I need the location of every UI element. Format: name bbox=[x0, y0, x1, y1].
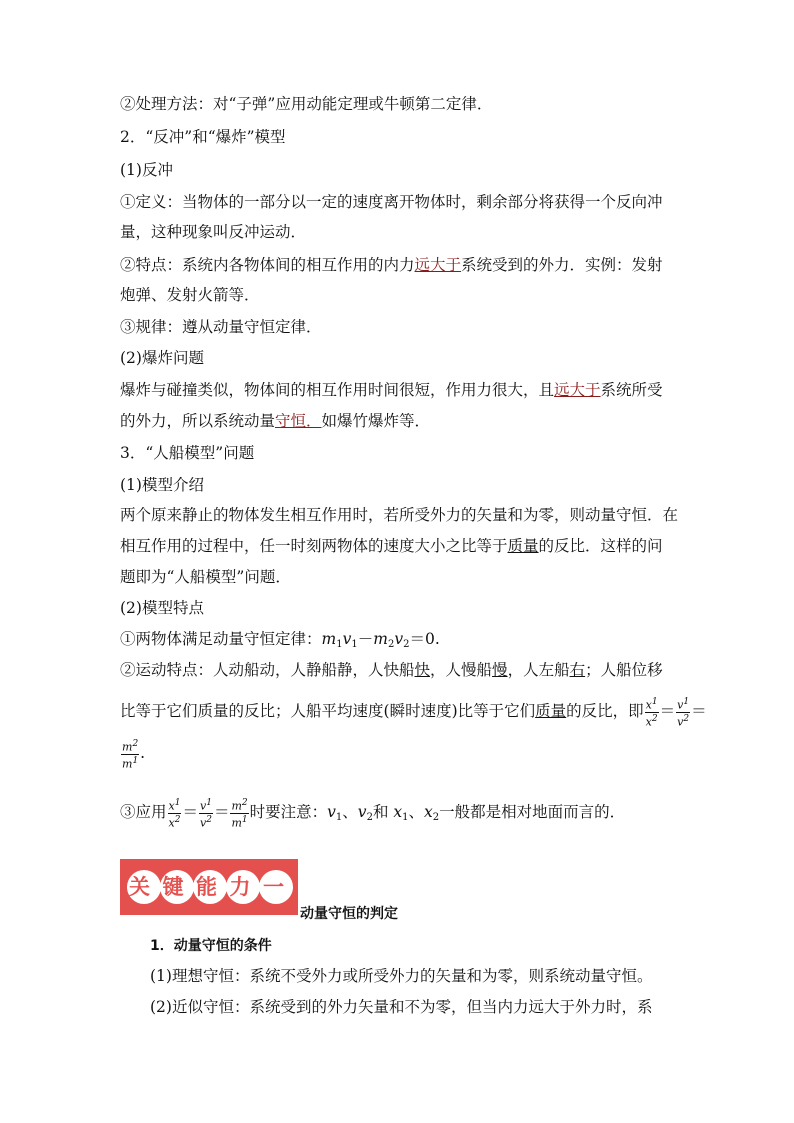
heading-2 bbox=[120, 127, 286, 147]
text: 比等于它们质量的反比 bbox=[120, 702, 276, 721]
text-line bbox=[120, 222, 306, 242]
key-ability-banner bbox=[120, 859, 298, 915]
text-line: $\frac{m^2}{m^1}$ . bbox=[122, 739, 146, 771]
subheading-reaction bbox=[120, 160, 173, 180]
text-line bbox=[120, 317, 322, 337]
text: (2)爆炸问题 bbox=[120, 349, 204, 367]
underlined-answer: 远大于 bbox=[414, 256, 462, 274]
text-line bbox=[120, 411, 430, 431]
text: ①两物体满足动量守恒定律： bbox=[120, 630, 322, 648]
text-line: 比等于它们质量的反比；人船平均速度(瞬时速度)比等于它们质量的反比，即 $\frac{x^1}{x^2}$ ＝ $\frac{v^1}{v^2}$ ＝ bbox=[120, 697, 707, 729]
underlined-answer: 质量 bbox=[507, 537, 539, 555]
fraction-m2-m1: $\frac{m^2}{m^1}$ bbox=[231, 798, 248, 830]
text: 的反比，即 bbox=[566, 702, 644, 721]
text: (2)近似守恒：系统受到的外力矢量和不为零，但当内力远大于外力时，系 bbox=[150, 998, 653, 1016]
text: 一般都是相对地面而言的． bbox=[439, 803, 626, 822]
text: 系统受到的外力．实例：发射 bbox=[461, 256, 663, 274]
underlined-answer: 慢 bbox=[492, 661, 508, 679]
text: ；人船平均速度(瞬时速度)比等于它们 bbox=[275, 702, 536, 721]
text: ；人船位移 bbox=[585, 661, 663, 679]
text-line bbox=[120, 380, 663, 400]
text: (1)模型介绍 bbox=[120, 476, 204, 494]
subheading-model-features bbox=[120, 598, 204, 618]
underlined-answer: 远大于 bbox=[554, 381, 601, 399]
text: (2)模型特点 bbox=[120, 599, 204, 617]
text: ①定义：当物体的一部分以一定的速度离开物体时，剩余部分将获得一个反向冲 bbox=[120, 193, 663, 211]
text: 的外力，所以系统动量 bbox=[120, 412, 276, 430]
momentum-equation: $m_1v_1-m_2v_2$ bbox=[321, 630, 410, 650]
text: ②特点：系统内各物体间的相互作用的内力 bbox=[120, 256, 415, 274]
text: 如爆竹爆炸等． bbox=[321, 412, 431, 430]
fraction-x1-x2: $\frac{x^1}{x^2}$ bbox=[645, 697, 658, 729]
text-line bbox=[120, 567, 291, 587]
banner-label: 关键能力一 bbox=[129, 875, 297, 899]
text-line: ③应用 $\frac{x^1}{x^2}$ ＝ $\frac{v^1}{v^2}$ ＝ $\frac{m^2}{m^1}$ 时要注意：$v_1$、$v_2$和 $x_1$、$x_2$一般都是相对地面而言的． bbox=[120, 798, 626, 830]
text: ＝0. bbox=[409, 630, 440, 648]
text: ②运动特点：人动船动，人静船静，人快船 bbox=[120, 661, 415, 679]
text-line bbox=[120, 505, 678, 525]
text-line bbox=[120, 192, 663, 212]
fraction-x1-x2: $\frac{x^1}{x^2}$ bbox=[168, 798, 181, 830]
text: 时要注意： bbox=[249, 803, 328, 822]
text: 系统所受 bbox=[600, 381, 663, 399]
text-line bbox=[120, 94, 492, 114]
fraction-v1-v2: $\frac{v^1}{v^2}$ bbox=[199, 798, 212, 830]
text: 题即为“人船模型”问题． bbox=[120, 568, 291, 586]
text: (1)反冲 bbox=[120, 161, 173, 179]
text-line bbox=[120, 255, 663, 275]
text: ，人左船 bbox=[507, 661, 570, 679]
underlined-answer: 快 bbox=[414, 661, 431, 679]
text: 爆炸与碰撞类似，物体间的相互作用时间很短，作用力很大，且 bbox=[120, 381, 555, 399]
underlined-answer: 右 bbox=[569, 661, 586, 679]
text-line bbox=[150, 966, 652, 986]
text: 1．动量守恒的条件 bbox=[150, 938, 272, 954]
subheading-explosion bbox=[120, 348, 204, 368]
text: 的反比．这样的问 bbox=[538, 537, 663, 555]
text: ③规律：遵从动量守恒定律． bbox=[120, 318, 322, 336]
text-line bbox=[120, 629, 440, 655]
subheading-model-intro bbox=[120, 475, 204, 495]
text: (1)理想守恒：系统不受外力或所受外力的矢量和为零，则系统动量守恒。 bbox=[150, 967, 653, 985]
text-line bbox=[120, 536, 663, 556]
fraction-m2-m1: $\frac{m^2}{m^1}$ bbox=[122, 739, 139, 771]
heading-3 bbox=[120, 443, 254, 463]
text-line bbox=[120, 285, 260, 305]
text: 相互作用的过程中，任一时刻两物体的速度大小之比等于 bbox=[120, 537, 508, 555]
text: 炮弹、发射火箭等． bbox=[120, 286, 260, 304]
text: ，人慢船 bbox=[430, 661, 493, 679]
text: 量，这种现象叫反冲运动． bbox=[120, 223, 307, 241]
condition-heading bbox=[150, 936, 272, 956]
text: 两个原来静止的物体发生相互作用时，若所受外力的矢量和为零，则动量守恒．在 bbox=[120, 506, 679, 524]
underlined-answer: 守恒． bbox=[275, 412, 322, 430]
fraction-v1-v2: $\frac{v^1}{v^2}$ bbox=[677, 697, 690, 729]
text: 2．“反冲”和“爆炸”模型 bbox=[120, 128, 286, 146]
variables: $v_1$、$v_2$和 $x_1$、$x_2$ bbox=[327, 803, 440, 824]
text: ②处理方法：对“子弹”应用动能定理或牛顿第二定律． bbox=[120, 95, 493, 113]
text: 3．“人船模型”问题 bbox=[120, 444, 255, 462]
section-title: 动量守恒的判定 bbox=[300, 906, 398, 922]
text-line bbox=[120, 660, 663, 680]
underlined-answer: 质量 bbox=[535, 702, 567, 721]
text: ③应用 bbox=[120, 803, 167, 822]
text-line bbox=[150, 997, 652, 1017]
